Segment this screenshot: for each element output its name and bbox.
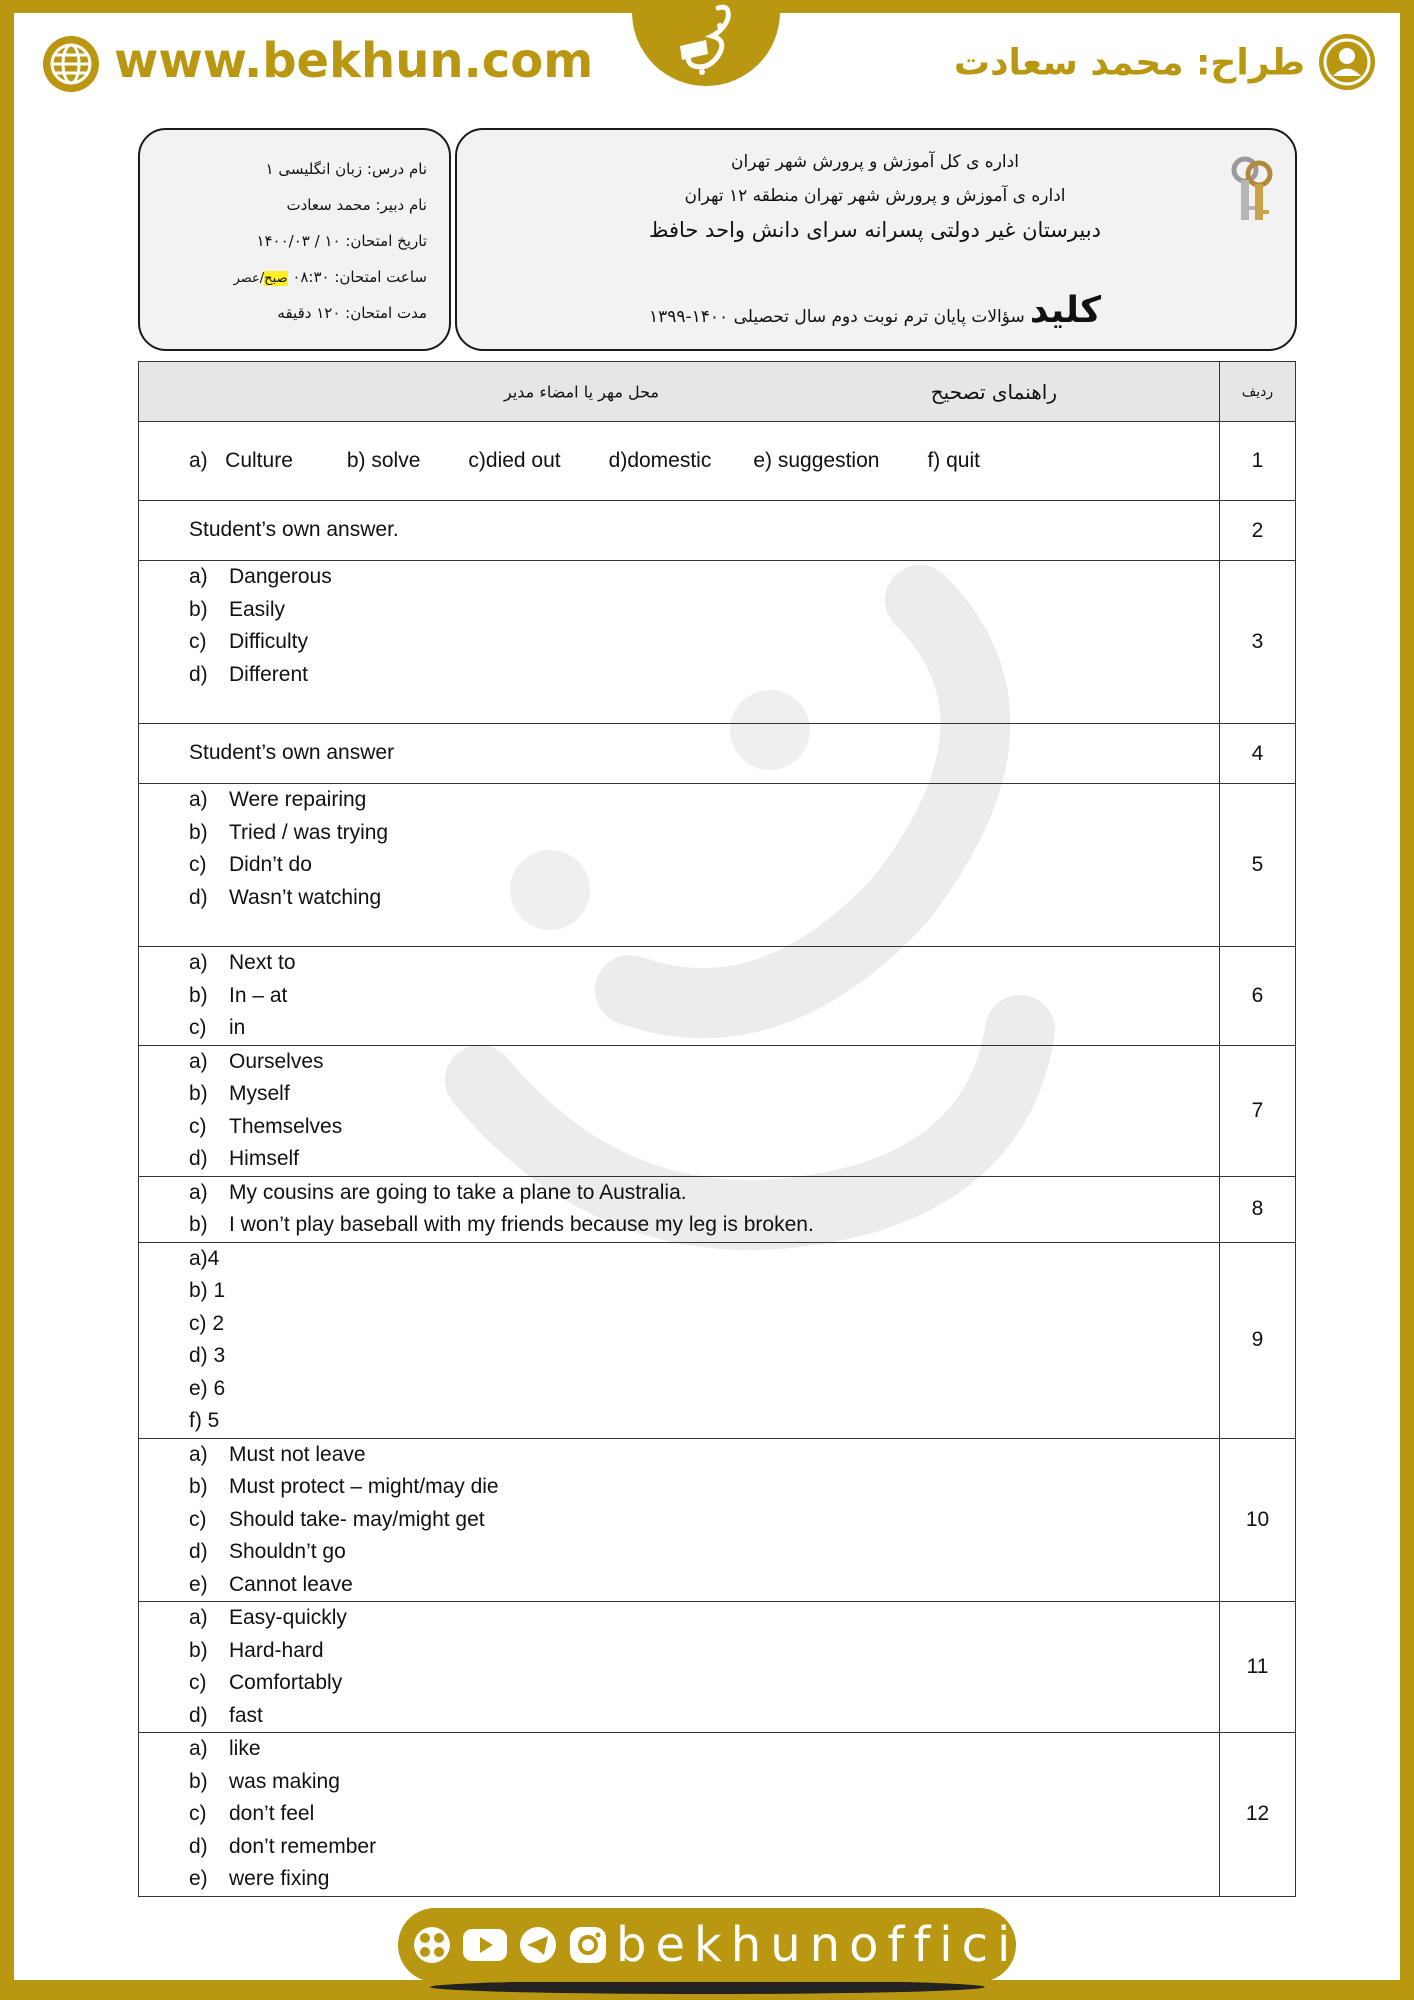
item-letter: d) — [189, 662, 208, 686]
item-letter: d) — [189, 1703, 208, 1727]
answer-cell — [139, 1733, 1220, 1897]
answer-item: f) quit — [927, 448, 980, 472]
answer-item — [189, 1078, 1219, 1111]
answer-item — [189, 659, 1219, 692]
exam-title-text: سؤالات پایان ترم نوبت دوم سال تحصیلی ۱۴۰۰-۱۳۹۹ — [648, 307, 1025, 327]
item-answer: Should take- may/might get — [229, 1507, 485, 1531]
row-number: 3 — [1220, 561, 1296, 724]
bekhun-logo — [632, 0, 780, 86]
answer-cell — [139, 1602, 1220, 1733]
item-letter: c) — [189, 1507, 207, 1531]
answer-item — [189, 1012, 1219, 1045]
row-number: 9 — [1220, 1242, 1296, 1438]
item-answer: Next to — [229, 951, 296, 974]
item-answer: were fixing — [229, 1867, 330, 1890]
row-number: 4 — [1220, 724, 1296, 784]
answer-item: a)4 — [189, 1246, 220, 1270]
item-answer: Themselves — [229, 1114, 343, 1138]
item-answer: Ourselves — [229, 1049, 324, 1073]
item-letter: d) — [189, 1834, 208, 1858]
answer-row — [139, 947, 1296, 1046]
answer-item — [189, 1209, 1219, 1242]
answer-item: d) 3 — [189, 1344, 226, 1367]
row-number-header: ردیف — [1220, 362, 1296, 422]
answer-cell — [139, 422, 1220, 501]
item-answer: Wasn’t watching — [229, 885, 382, 909]
item-letter: a) — [189, 951, 208, 974]
item-letter: c) — [189, 1671, 207, 1694]
item-letter: a) — [189, 1442, 208, 1466]
item-answer: In – at — [229, 983, 288, 1007]
answer-item — [189, 980, 1219, 1013]
exam-time — [234, 268, 427, 286]
answer-item — [189, 1536, 1219, 1569]
footer-shadow — [430, 1980, 985, 1994]
answer-item — [189, 1569, 1219, 1602]
item-letter: b) — [189, 1769, 208, 1793]
answer-item — [189, 1504, 1219, 1537]
item-letter: a) — [189, 788, 208, 811]
answer-item — [189, 626, 1219, 659]
exam-title — [457, 290, 1293, 331]
item-answer: Must not leave — [229, 1442, 366, 1466]
answer-cell — [139, 947, 1220, 1046]
answer-item — [189, 1733, 1219, 1766]
item-answer: I won’t play baseball with my friends because my leg is broken. — [229, 1213, 814, 1236]
stamp-label: محل مهر یا امضاء مدیر — [504, 382, 659, 401]
website-link[interactable]: www.bekhun.com — [114, 33, 594, 89]
item-letter: c) — [189, 1802, 207, 1825]
exam-duration: مدت امتحان: ۱۲۰ دقیقه — [277, 304, 427, 322]
exam-time-separator: / — [259, 271, 265, 286]
item-letter: e) — [189, 1572, 208, 1596]
answer-text: Student’s own answer — [189, 741, 395, 765]
item-letter: a) — [189, 565, 208, 588]
item-answer: Must protect – might/may die — [229, 1475, 499, 1498]
answer-item — [189, 1667, 1219, 1700]
item-answer: Easy-quickly — [229, 1606, 347, 1629]
row-number: 2 — [1220, 501, 1296, 561]
header-line-2: اداره ی آموزش و پرورش شهر تهران منطقه ۱۲ تهران — [684, 186, 1066, 206]
row-number: 7 — [1220, 1045, 1296, 1176]
answer-cell — [139, 1438, 1220, 1602]
answer-item: f) 5 — [189, 1409, 220, 1432]
answer-row — [139, 1045, 1296, 1176]
answer-item: e) 6 — [189, 1376, 226, 1400]
item-letter: c) — [189, 1016, 207, 1039]
row-number: 5 — [1220, 784, 1296, 947]
item-letter: a) — [189, 1049, 208, 1073]
row-number: 8 — [1220, 1176, 1296, 1242]
answer-row — [139, 1176, 1296, 1242]
exam-time-morning: صبح — [264, 271, 288, 286]
row-number: 11 — [1220, 1602, 1296, 1733]
answer-item — [189, 1863, 1219, 1896]
answer-row — [139, 1242, 1296, 1438]
answer-item — [189, 561, 1219, 594]
answer-row — [139, 1733, 1296, 1897]
answer-item — [189, 1046, 1219, 1079]
designer-credit: طراح: محمد سعادت — [953, 42, 1305, 84]
item-answer: Were repairing — [229, 788, 367, 811]
item-answer: Dangerous — [229, 565, 332, 588]
item-answer: Different — [229, 662, 308, 686]
item-answer: Himself — [229, 1147, 300, 1170]
item-answer: Shouldn’t go — [229, 1540, 346, 1563]
item-letter: e) — [189, 1867, 208, 1890]
answer-key-table — [138, 361, 1296, 1897]
item-answer: My cousins are going to take a plane to Australia. — [229, 1180, 687, 1204]
answer-cell — [139, 1045, 1220, 1176]
item-answer: Cannot leave — [229, 1572, 353, 1596]
table-header-guide — [139, 362, 1220, 422]
item-letter: b) — [189, 1638, 208, 1662]
answer-cell — [139, 501, 1220, 561]
answer-item — [189, 1766, 1219, 1799]
answer-item — [189, 1602, 1219, 1635]
row-number: 6 — [1220, 947, 1296, 1046]
item-letter: b) — [189, 983, 208, 1007]
item-answer: like — [229, 1737, 261, 1760]
answer-item — [189, 817, 1219, 850]
item-letter: d) — [189, 1147, 208, 1170]
answer-item — [189, 1143, 1219, 1176]
row-number: 10 — [1220, 1438, 1296, 1602]
answer-item — [189, 1177, 1219, 1210]
exam-time-label: ساعت امتحان: ۰۸:۳۰ — [292, 268, 427, 286]
item-letter: a) — [189, 1737, 208, 1760]
item-answer: Tried / was trying — [229, 820, 389, 844]
answer-item: c)died out — [468, 448, 561, 472]
subject-name: نام درس: زبان انگلیسی ۱ — [265, 160, 427, 178]
answer-row — [139, 422, 1296, 501]
row-number: 1 — [1220, 422, 1296, 501]
answer-item: e) suggestion — [753, 448, 880, 472]
answer-row — [139, 501, 1296, 561]
item-letter: b) — [189, 1213, 208, 1236]
item-letter: c) — [189, 853, 207, 876]
answer-item — [189, 1700, 1219, 1733]
answer-cell — [139, 784, 1220, 947]
answer-item: b) solve — [346, 448, 421, 472]
answer-item — [189, 849, 1219, 882]
header-line-1: اداره ی کل آموزش و پرورش شهر تهران — [731, 152, 1019, 172]
item-letter: d) — [189, 1540, 208, 1563]
answer-item — [189, 594, 1219, 627]
answer-item — [189, 1111, 1219, 1144]
globe-icon — [40, 33, 102, 95]
instagram-icon[interactable] — [568, 1925, 608, 1965]
answer-item — [189, 947, 1219, 980]
answer-item: d)domestic — [608, 448, 712, 472]
answer-row — [139, 561, 1296, 724]
answer-item — [189, 1798, 1219, 1831]
item-answer: don’t remember — [229, 1834, 377, 1858]
item-letter: b) — [189, 1475, 208, 1498]
item-letter: b) — [189, 597, 208, 621]
answer-row — [139, 784, 1296, 947]
answer-item — [189, 1831, 1219, 1864]
answer-row — [139, 1602, 1296, 1733]
answer-item: b) 1 — [189, 1279, 226, 1302]
answer-item: a) Culture — [189, 448, 293, 472]
exam-date: تاریخ امتحان: ۱۰ / ۱۴۰۰/۰۳ — [256, 232, 427, 250]
answer-cell — [139, 1242, 1220, 1438]
answer-item: c) 2 — [189, 1311, 225, 1335]
item-letter: d) — [189, 885, 208, 909]
answer-row — [139, 1438, 1296, 1602]
item-letter: c) — [189, 1114, 207, 1138]
exam-info-box — [138, 128, 451, 351]
answer-key-label: کلید — [1029, 290, 1102, 331]
item-answer: Myself — [229, 1082, 290, 1105]
item-answer: Hard-hard — [229, 1638, 324, 1662]
school-name: دبیرستان غیر دولتی پسرانه سرای دانش واحد حافظ — [649, 218, 1101, 242]
social-footer — [398, 1908, 1081, 1982]
item-answer: Didn’t do — [229, 853, 312, 876]
answer-cell — [139, 1176, 1220, 1242]
item-letter: c) — [189, 630, 207, 653]
answer-item — [189, 1635, 1219, 1668]
item-answer: in — [229, 1016, 246, 1039]
guide-label: راهنمای تصحیح — [930, 379, 1057, 404]
exam-time-evening: عصر — [233, 271, 260, 286]
item-answer: fast — [229, 1703, 263, 1727]
item-answer: don’t feel — [229, 1802, 315, 1825]
answer-item — [189, 784, 1219, 817]
item-letter: a) — [189, 1606, 208, 1629]
table-header-row — [139, 362, 1296, 422]
answer-item — [189, 1439, 1219, 1472]
teacher-name: نام دبیر: محمد سعادت — [286, 196, 427, 214]
school-header-box — [455, 128, 1297, 351]
item-letter: b) — [189, 820, 208, 844]
social-handle[interactable]: bekhunofficial — [616, 1917, 1081, 1973]
row-number: 12 — [1220, 1733, 1296, 1897]
answer-item — [189, 882, 1219, 915]
item-answer: Difficulty — [229, 630, 308, 653]
user-icon — [1316, 31, 1378, 93]
answer-cell — [139, 561, 1220, 724]
youtube-icon[interactable] — [462, 1925, 508, 1965]
answer-text: Student’s own answer. — [189, 518, 399, 542]
answer-row — [139, 724, 1296, 784]
item-letter: b) — [189, 1082, 208, 1105]
telegram-icon[interactable] — [518, 1925, 558, 1965]
item-letter: a) — [189, 1180, 208, 1204]
aparat-icon[interactable] — [412, 1925, 452, 1965]
answer-cell — [139, 724, 1220, 784]
answer-item — [189, 1471, 1219, 1504]
item-answer: Comfortably — [229, 1671, 343, 1694]
item-answer: was making — [229, 1769, 340, 1793]
item-answer: Easily — [229, 597, 286, 621]
